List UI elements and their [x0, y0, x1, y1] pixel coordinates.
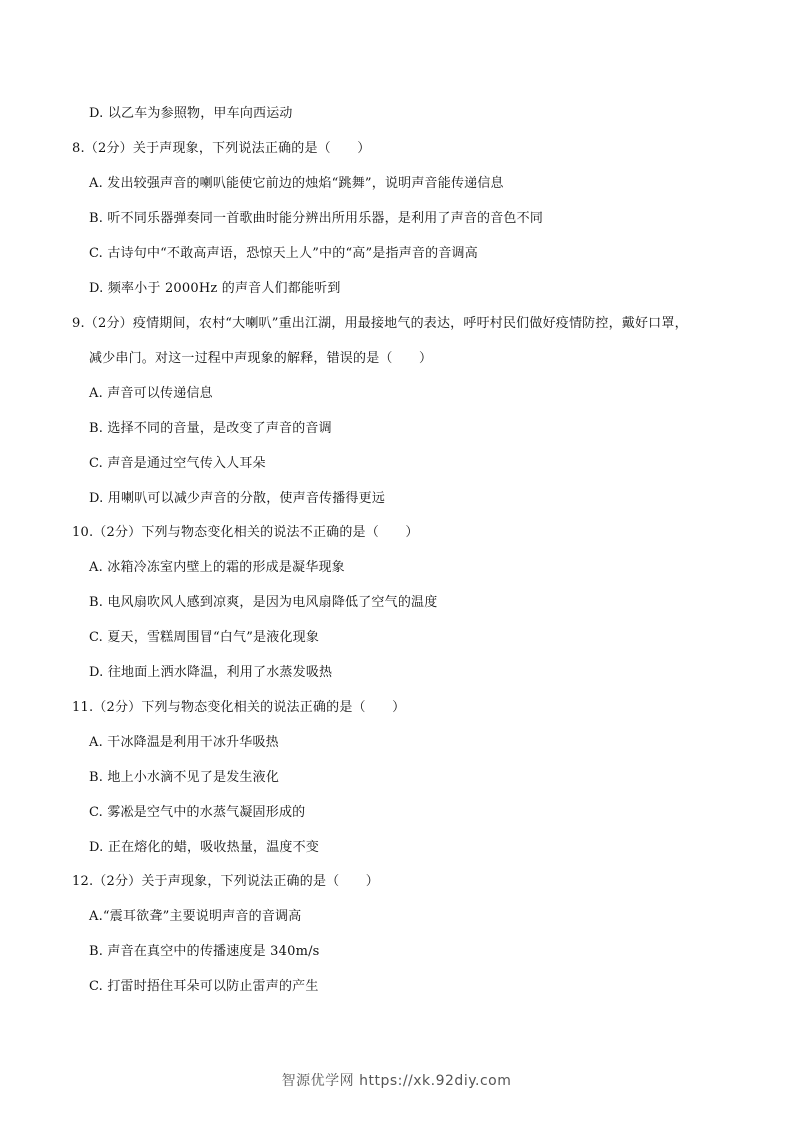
- q8-stem: 8.（2分）关于声现象，下列说法正确的是（ ）: [72, 141, 371, 156]
- q10-option-c: C. 夏天，雪糕周围冒“白气”是液化现象: [89, 630, 320, 645]
- q8-option-d: D. 频率小于 2000Hz 的声音人们都能听到: [89, 281, 341, 296]
- q12-option-a: A.“震耳欲聋”主要说明声音的音调高: [89, 909, 302, 924]
- q9-option-d: D. 用喇叭可以减少声音的分散，使声音传播得更远: [89, 491, 386, 506]
- q12-option-c: C. 打雷时捂住耳朵可以防止雷声的产生: [89, 979, 319, 994]
- q7-option-d: D. 以乙车为参照物，甲车向西运动: [89, 106, 293, 121]
- q9-stem-line1: 9.（2分）疫情期间，农村“大喇叭”重出江湖，用最接地气的表达，呼吁村民们做好疫情防控，戴好口罩，: [72, 316, 688, 331]
- q11-option-b: B. 地上小水滴不见了是发生液化: [89, 770, 280, 785]
- q11-stem: 11.（2分）下列与物态变化相关的说法正确的是（ ）: [72, 700, 406, 715]
- footer-watermark: 智源优学网 https://xk.92diy.com: [281, 1073, 512, 1089]
- q12-option-b: B. 声音在真空中的传播速度是 340m/s: [89, 944, 320, 959]
- q9-stem-line2: 减少串门。对这一过程中声现象的解释，错误的是（ ）: [89, 351, 433, 366]
- q9-option-c: C. 声音是通过空气传入人耳朵: [89, 456, 266, 471]
- q8-option-a: A. 发出较强声音的喇叭能使它前边的烛焰“跳舞”，说明声音能传递信息: [89, 176, 504, 191]
- q12-stem: 12.（2分）关于声现象，下列说法正确的是（ ）: [72, 874, 379, 889]
- q8-option-c: C. 古诗句中“不敢高声语，恐惊天上人”中的“高”是指声音的音调高: [89, 246, 478, 261]
- q11-option-c: C. 雾凇是空气中的水蒸气凝固形成的: [89, 805, 306, 820]
- q10-stem: 10.（2分）下列与物态变化相关的说法不正确的是（ ）: [72, 525, 419, 540]
- q10-option-d: D. 往地面上洒水降温，利用了水蒸发吸热: [89, 665, 333, 680]
- q9-option-a: A. 声音可以传递信息: [89, 386, 213, 401]
- q10-option-b: B. 电风扇吹风人感到凉爽，是因为电风扇降低了空气的温度: [89, 595, 438, 610]
- q10-option-a: A. 冰箱冷冻室内壁上的霜的形成是凝华现象: [89, 560, 345, 575]
- q8-option-b: B. 听不同乐器弹奏同一首歌曲时能分辨出所用乐器，是利用了声音的音色不同: [89, 211, 544, 226]
- q11-option-a: A. 干冰降温是利用干冰升华吸热: [89, 735, 279, 750]
- q11-option-d: D. 正在熔化的蜡，吸收热量，温度不变: [89, 840, 320, 855]
- q9-option-b: B. 选择不同的音量，是改变了声音的音调: [89, 421, 332, 436]
